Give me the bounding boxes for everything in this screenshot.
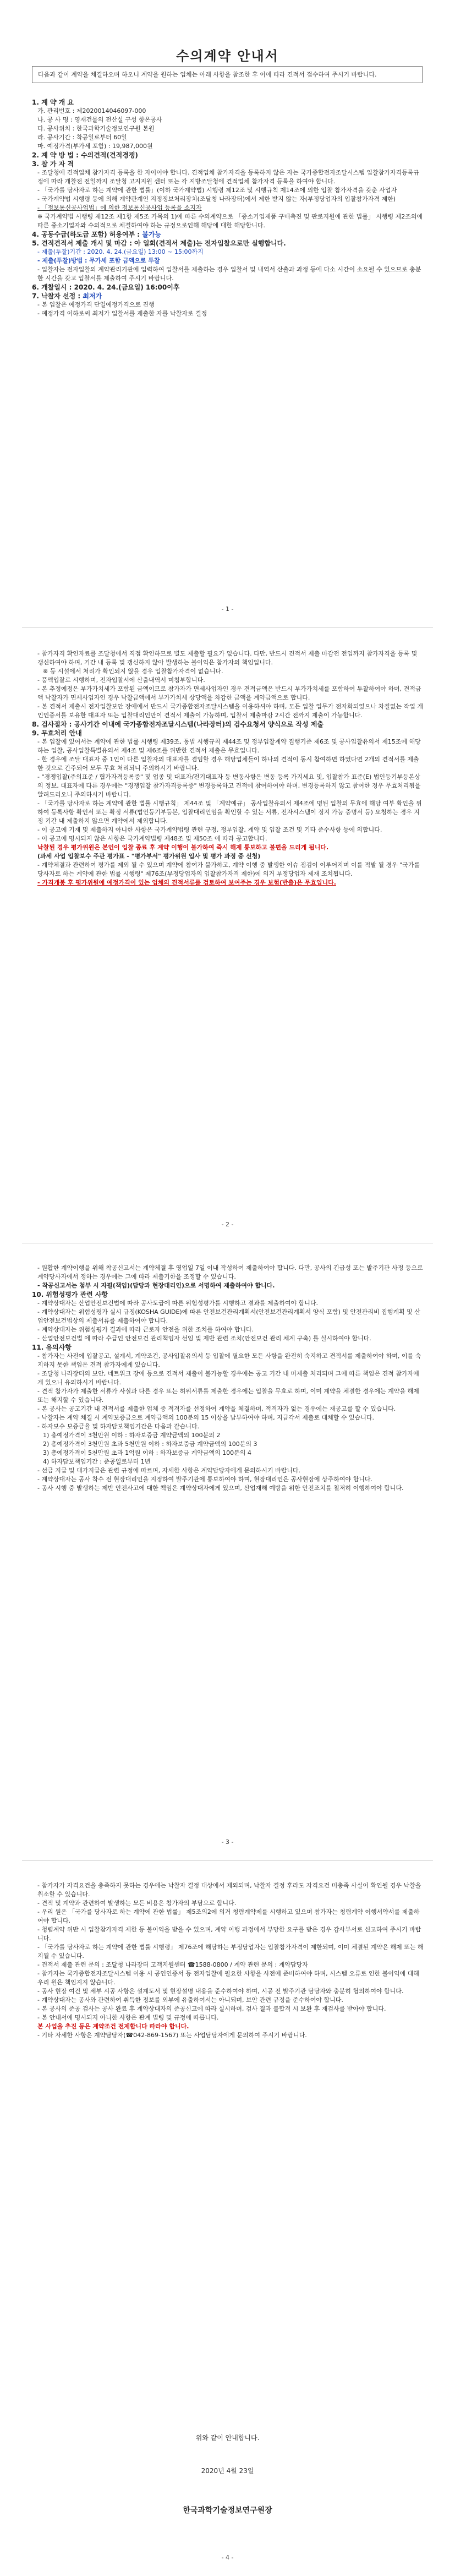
paragraph: - 참가자격 확인자료를 조달청에서 직접 확인하므로 별도 제출할 필요가 없습니다. 다만, 반드시 견적서 제출 마감전 전입까지 참가자격을 등록 및 갱신하여야 하며, 기간 내 등록 및 갱신하지 않아 발생하는 불이익은 참가자의 책임입니다. xyxy=(37,650,418,666)
paragraph: - 공사 시행 중 발생하는 제반 안전사고에 대한 책임은 계약상대자에게 있으며, 산업재해 예방을 위한 안전조치를 철저히 이행하여야 합니다. xyxy=(37,1485,404,1492)
section-heading xyxy=(32,230,424,239)
page-2-body xyxy=(32,650,424,887)
section-heading-label: 7. 낙찰자 선정 : xyxy=(32,292,81,300)
paragraph: - 이 공고에 기재 및 제출하지 아니한 사항은 국가계약법령 관련 규정, 정부입찰, 계약 및 입찰 조건 및 기타 준수사항 등에 의합니다. xyxy=(37,826,382,833)
paragraph: - 견적서 제출 관련 문의 : 조달청 나라장터 고객지원센터 ☎1588-0800 / 계약 관련 문의 : 계약담당자 xyxy=(37,1961,308,1968)
paragraph: - "경쟁입찰(주의표준 / 협가자격등록증" 및 업종 및 대표자/전기대표자 등 변동사항은 변동 등록 가지세요 및, 입찰참가 표준(E) 법인등기부등본상의 정보, 대표자에 다른 경우에는 "경쟁입찰 참가자격등록증" 변경등록하고 견적에 참여하여야 하며, 변경등록하지 않고 참여한 경우 무효처리됨을 알려드리오니 주의하시기 바랍니다. xyxy=(37,773,421,798)
page-number: - 3 - xyxy=(221,1838,234,1846)
paragraph: - 선금 지급 및 대가지급은 관련 규정에 따르며, 자세한 사항은 계약담당자에게 문의하시기 바랍니다. xyxy=(37,1467,300,1474)
section-value: 불가능 xyxy=(142,231,162,238)
paragraph: - 본 입찰은 예정가격 단일예정가격으로 진행 xyxy=(37,301,155,308)
overview-item: 다. 공사위치 : 한국과학기술정보연구원 본원 xyxy=(37,125,155,132)
paragraph: - 계약상대자는 위험성평가 결과에 따라 근로자 안전을 위한 조치를 하여야 합니다. xyxy=(37,1326,254,1333)
section-heading: 6. 개찰일시 : 2020. 4. 24.(금요일) 16:00이후 xyxy=(32,283,180,291)
paragraph: - 참가자는 사전에 입찰공고, 설계서, 계약조건, 공사입찰유의서 등 입찰에 필요한 모든 사항을 완전히 숙지하고 견적서를 제출하여야 하며, 이를 숙지하지 못한 책임은 견적 참가자에게 있습니다. xyxy=(37,1352,421,1368)
paragraph: - 견적 및 계약과 관련하여 발생하는 모든 비용은 참가자의 부담으로 합니다. xyxy=(37,1900,237,1907)
closing-text: 위와 같이 안내합니다. xyxy=(195,2434,260,2442)
highlighted-note: 낙찰된 경우 평가위원은 본인이 입찰 종료 후 계약 이행이 불가하여 즉시 해제 통보하고 불편을 드리게 됩니다. xyxy=(37,844,329,851)
section-heading xyxy=(32,292,424,301)
paragraph: - 우리 원은 「국가를 당사자로 하는 계약에 관한 법률」 제5조의2에 의거 청렴계약제를 시행하고 있으며 참가자는 청렴계약 이행서약서를 제출하여야 합니다. xyxy=(37,1908,420,1924)
paragraph: - 「정보통신공사업법」에 의한 정보통신공사업 등록을 소지자 xyxy=(37,204,202,211)
page-4-body xyxy=(32,1881,424,2040)
page-3-body xyxy=(32,1264,424,1493)
paragraph: - 한 경우에 조달 대표자 중 1인이 다른 입찰자의 대표자를 겸임할 경우 해당업체들이 하나의 견적이 동시 참여하면 하였다면 2개의 견적서를 제출한 것으로 간주되어 모두 무효 처리되니 주의하시기 바랍니다. xyxy=(37,756,419,772)
section-heading: 3. 참 가 자 격 xyxy=(32,160,74,168)
page-number: - 1 - xyxy=(221,605,234,613)
paragraph: - 기타 자세한 사항은 계약담당자(☎042-869-1567) 또는 사업담당자에게 문의하여 주시기 바랍니다. xyxy=(37,2032,307,2039)
paragraph: - 국가계약법 시행령 등에 의해 계약관계인 지정정보처리장치(조달청 나라장터)에서 제한 받지 않는 자(부정당업자의 입찰참가자격 제한) xyxy=(37,195,396,203)
paragraph: - 공사 현장 여건 및 세부 시공 사항은 설계도서 및 현장설명 내용을 준수하여야 하며, 시공 전 발주기관 담당자와 충분히 협의하여야 합니다. xyxy=(37,1988,404,1995)
paragraph: - 원활한 계약이행을 위해 착공신고서는 계약체결 후 영업일 7일 이내 작성하여 제출하여야 합니다. 다만, 공사의 긴급성 또는 발주기관 사정 등으로 계약당사자에서 정하는 경우에는 그에 따라 제출기한을 조정할 수 있습니다. xyxy=(37,1264,423,1280)
paragraph: - 계약상대자는 공사 착수 전 현장대리인을 지정하여 발주기관에 통보하여야 하며, 현장대리인은 공사현장에 상주하여야 합니다. xyxy=(37,1476,372,1483)
paragraph: - 계약체결과 관련하여 평가를 제외 될 수 있으며 계약에 참여가 불가하고, 계약 이행 중 발생한 이슈 점검이 이루어지며 이를 적발 될 경우 "국가를 당사자로 하는 계약에 관한 법률 시행령" 제76조(부정당업자의 입찰참가자격 제한)에 의거 부정당업자 제재 조치됩니다. xyxy=(37,861,420,877)
section-heading: 10. 위험성평가 관련 사항 xyxy=(32,1291,108,1298)
paragraph: - 견적 참가자가 제출한 서류가 사실과 다른 경우 또는 허위서류를 제출한 경우에는 입찰을 무효로 하며, 이미 계약을 체결한 경우에는 계약을 해제 또는 해지할 수 있습니다. xyxy=(37,1388,419,1404)
document-title: 수의계약 안내서 xyxy=(176,48,279,64)
notice-box: 다음과 같이 계약을 체결하오며 하오니 계약을 원하는 업체는 아래 사항을 참조한 후 이에 따라 견적서 접수하여 주시기 바랍니다. xyxy=(32,66,423,83)
paragraph: ※ 국가계약법 시행령 제12조 제1항 제5조 가목의 1)에 따른 수의계약으로 「중소기업제품 구매촉진 및 판로지원에 관한 법률」 시행령 제2조의에 따른 중소기업자와 수의적으로 체결하여야 하는 규정으로인해 해당에 대한 해당합니다. xyxy=(37,213,423,229)
list-item: 4) 하자담보책임기간 : 준공일로부터 1년 xyxy=(43,1458,151,1465)
schedule-line: - 제출(투찰)방법 : 무가세 포함 금액으로 투찰 xyxy=(37,257,160,264)
paragraph: - 낙찰자는 계약 체결 시 계약보증금으로 계약금액의 100분의 15 이상을 납부하여야 하며, 지급각서 제출로 대체할 수 있습니다. xyxy=(37,1414,374,1421)
paragraph: - 「국가를 당사자로 하는 계약에 관한 법률」(이하 국가계약법) 시행령 제12조 및 시행규칙 제14조에 의한 입찰 참가자격을 갖춘 사업자 xyxy=(37,187,397,194)
paragraph: - 참가자는 국가종합전자조달시스템 이용 시 공인인증서 등 전자입찰에 필요한 사항을 사전에 준비하여야 하며, 시스템 오류로 인한 불이익에 대해 우리 원은 책임지지 않습니다. xyxy=(37,1970,419,1986)
paragraph: - 본 입찰에 있어서는 계약에 관한 법률 시행령 제39조, 동법 시행규칙 제44조 및 정부입찰계약 집행기준 제6조 및 공사입찰유의서 제15조에 해당하는 입찰, 공사입찰특별유의서 제4조 및 제6조를 위반한 견적서 제출은 무효입니다. xyxy=(37,738,421,754)
list-item: 1) 총예정가격이 3천만원 이하 : 하자보증금 계약금액의 100분의 2 xyxy=(43,1432,221,1439)
paragraph: - 「국가를 당사자로 하는 계약에 관한 법률 시행규칙」 제44조 및 「계약예규」 공사입찰유의서 제4조에 명된 입찰의 무효에 해당 여부 확인을 위하여 등록사항 확인서 또는 확정 서류(법인등기부등본, 입찰대리인임을 확인할 수 있는 서류, 전자시스템이 정지 가능 증명서 등) 요청하는 경우 지정 기간 내 제출하지 않으면 계약에서 제외합니다. xyxy=(37,800,422,825)
paragraph: - 참가자가 자격요건을 충족하지 못하는 경우에는 낙찰자 결정 대상에서 제외되며, 낙찰자 결정 후라도 자격요건 미충족 사실이 확인될 경우 낙찰을 취소할 수 있습니다. xyxy=(37,1882,421,1898)
overview-item: 라. 공사기간 : 착공일로부터 60일 xyxy=(37,134,127,141)
page-1-body xyxy=(32,98,424,318)
section-heading: 2. 계 약 방 법 : 수의견적(견적경쟁) xyxy=(32,151,138,159)
paragraph: - 본 추정예정은 부가가치세가 포함된 금액이므로 참가자가 면세사업자인 경우 견적금액은 반드시 부가가치세를 포함하여 투찰하여야 하며, 견적금액 낙찰자가 면세사업자인 경우 낙찰금액에서 부가가치세 상당액을 차감한 금액을 계약금액으로 합니다. xyxy=(37,685,421,701)
paragraph: - 본 공사는 공고기간 내 견적서를 제출한 업체 중 적격자를 선정하여 계약을 체결하며, 적격자가 없는 경우에는 재공고를 할 수 있습니다. xyxy=(37,1405,396,1412)
list-item: 3) 총예정가격이 5천만원 초과 1억원 이하 : 하자보증금 계약금액의 100분의 4 xyxy=(43,1449,251,1456)
paragraph: - 산업안전보건법 에 따라 수급인 안전보건 관리책임자 선임 및 제반 관련 조치(안전보건 관리 체계 구축) 를 실시하여야 합니다. xyxy=(37,1335,371,1342)
section-heading: 5. 견적견적서 제출 개시 및 마감 : 아 일회(견적서 제출)는 전자입찰으로만 실행합니다. xyxy=(32,239,286,247)
list-item: 2) 총예정가격이 3천만원 초과 5천만원 이하 : 하자보증금 계약금액의 100분의 3 xyxy=(43,1440,257,1448)
paragraph: (과세 사업 입찰보수 주관 평가표 - "평가부서" 평가위원 입사 및 평가 과정 중 신청) xyxy=(37,853,261,860)
overview-item: 나. 공 사 명 : 영재건물의 전산실 구성 항온공사 xyxy=(37,116,162,123)
section-value: 최저가 xyxy=(83,292,102,300)
page-divider xyxy=(22,627,433,628)
paragraph: - 착공신고서는 첨부 시 자필(책임)(담당과 현장대리인)으로 서명하여 제출하여야 합니다. xyxy=(37,1282,275,1289)
paragraph: - 하자보수 보증금율 및 하자담보책임기간은 다음과 같습니다. xyxy=(37,1423,200,1430)
paragraph: - 입찰자는 전자입찰의 계약관리기관에 입력하여 입찰서를 제출하는 경우 입찰서 및 내역서 산출과 과정 등에 다소 시간이 소요될 수 있으므로 충분한 시간을 갖고 입찰서를 제출하여 주시기 바랍니다. xyxy=(37,266,421,282)
paragraph: - 본 안내서에 명시되지 아니한 사항은 관계 법령 및 규정에 따릅니다. xyxy=(37,2014,219,2021)
overview-item: 가. 관리번호 : 제2020014046097-000 xyxy=(37,107,146,114)
page-number: - 4 - xyxy=(221,2554,234,2561)
page-divider xyxy=(22,1860,433,1861)
paragraph: - 계약상대자는 위험성평가 실시 규정(KOSHA GUIDE)에 따른 안전보건관리계획서(안전보건관리계획서 양식 포함) 및 안전관리비 집행계획 및 산업안전보건법상의 제출서류를 제출하여야 합니다. xyxy=(37,1308,420,1324)
paragraph: ※ 등 시설에서 처리가 확인되지 않을 경우 입찰참가자격이 없습니다. xyxy=(43,668,223,675)
paragraph: - 「국가를 당사자로 하는 계약에 관한 법률 시행령」 제76조에 해당하는 부정당업자는 입찰참가자격이 제한되며, 이미 체결된 계약은 해제 또는 해지될 수 있습니다. xyxy=(37,1944,424,1960)
paragraph: - 청렴계약 위반 시 입찰참가자격 제한 등 불이익을 받을 수 있으며, 계약 이행 과정에서 부당한 요구를 받은 경우 감사부서로 신고하여 주시기 바랍니다. xyxy=(37,1926,421,1942)
paragraph: - 품액입찰로 시행하며, 전자입찰서에 산출내역서 미첨부합니다. xyxy=(37,676,205,684)
overview-item: 마. 예정가격(부가세 포함) : 19,987,000원 xyxy=(37,143,153,150)
paragraph: - 본 공사의 준공 검사는 공사 완료 후 계약상대자의 준공신고에 따라 실시하며, 검사 결과 불합격 시 보완 후 재검사를 받아야 합니다. xyxy=(37,2005,386,2012)
issuing-organization: 한국과학기술정보연구원장 xyxy=(183,2506,272,2515)
section-heading-label: 4. 공동수급(하도급 포함) 허용여부 : xyxy=(32,231,140,238)
paragraph: - 계약상대자는 산업안전보건법에 따라 공사도급에 따른 위험성평가를 시행하고 결과를 제출하여야 합니다. xyxy=(37,1300,318,1307)
highlighted-note: - 가격개봉 후 평가위원에 예정가격이 있는 업체의 견적서류를 검토하여 보여주는 경우 보험(반출)은 무효입니다. xyxy=(37,879,336,886)
highlighted-note: 본 사업을 추진 등은 계약조건 전제합니다 따라야 합니다. xyxy=(37,2023,189,2030)
paragraph: - 이 공고에 명시되지 않은 사항은 국가계약법령 제48조 및 제50조 에 따라 공고합니다. xyxy=(37,835,267,842)
section-heading: 1. 계 약 개 요 xyxy=(32,99,74,106)
paragraph: - 계약상대자는 공사와 관련하여 취득한 정보를 외부에 유출하여서는 아니되며, 보안 관련 규정을 준수하여야 합니다. xyxy=(37,1996,343,2004)
issue-date: 2020년 4월 23일 xyxy=(201,2467,254,2475)
section-heading: 11. 유의사항 xyxy=(32,1344,72,1351)
schedule-line: - 제출(투찰)기간 : 2020. 4. 24.(금요일) 13:00 ~ 15:00까지 xyxy=(37,248,204,255)
paragraph: - 예정가격 이하로써 최저가 입찰서를 제출한 자를 낙찰자로 결정 xyxy=(37,310,207,317)
section-heading: 8. 검사절차 : 공사기간 이내에 국가종합전자조달시스템(나라장터)의 검수요청서 양식으로 작성 제출 xyxy=(32,721,324,728)
page-number: - 2 - xyxy=(221,1221,234,1228)
section-heading: 9. 무효처리 안내 xyxy=(32,729,82,737)
paragraph: - 조달청에 견적업체 참가자격 등록을 한 자이어야 합니다. 견적업체 참가자격을 등록하지 않은 자는 국가종합전자조달시스템 입찰참가자격등록규정에 따라 개찰전 전일까지 조달청 고지지원 센터 또는 각 지방조달청에 견적업체 참가자격 등록을 하여야 합니다. xyxy=(37,169,419,185)
paragraph: - 조달청 나라장터의 보안, 네트워크 장애 등으로 견적서 제출이 불가능할 경우에는 공고 기간 내 미제출 처리되며 그에 따른 책임은 견적 참가자에게 있으니 유의하시기 바랍니다. xyxy=(37,1370,419,1386)
paragraph: - 본 견적서 제출시 전자입찰보안 장애에서 반드시 국가종합전자조달시스템을 이용하셔야 하며, 모든 입찰 업무가 전자화되었으나 차질없는 작업 개인인증서를 보유한 대표자 또는 입찰대리인만이 견적서 제출이 가능하며, 입찰서 제출마감 2시간 전까지 제출이 가능합니다. xyxy=(37,703,423,719)
